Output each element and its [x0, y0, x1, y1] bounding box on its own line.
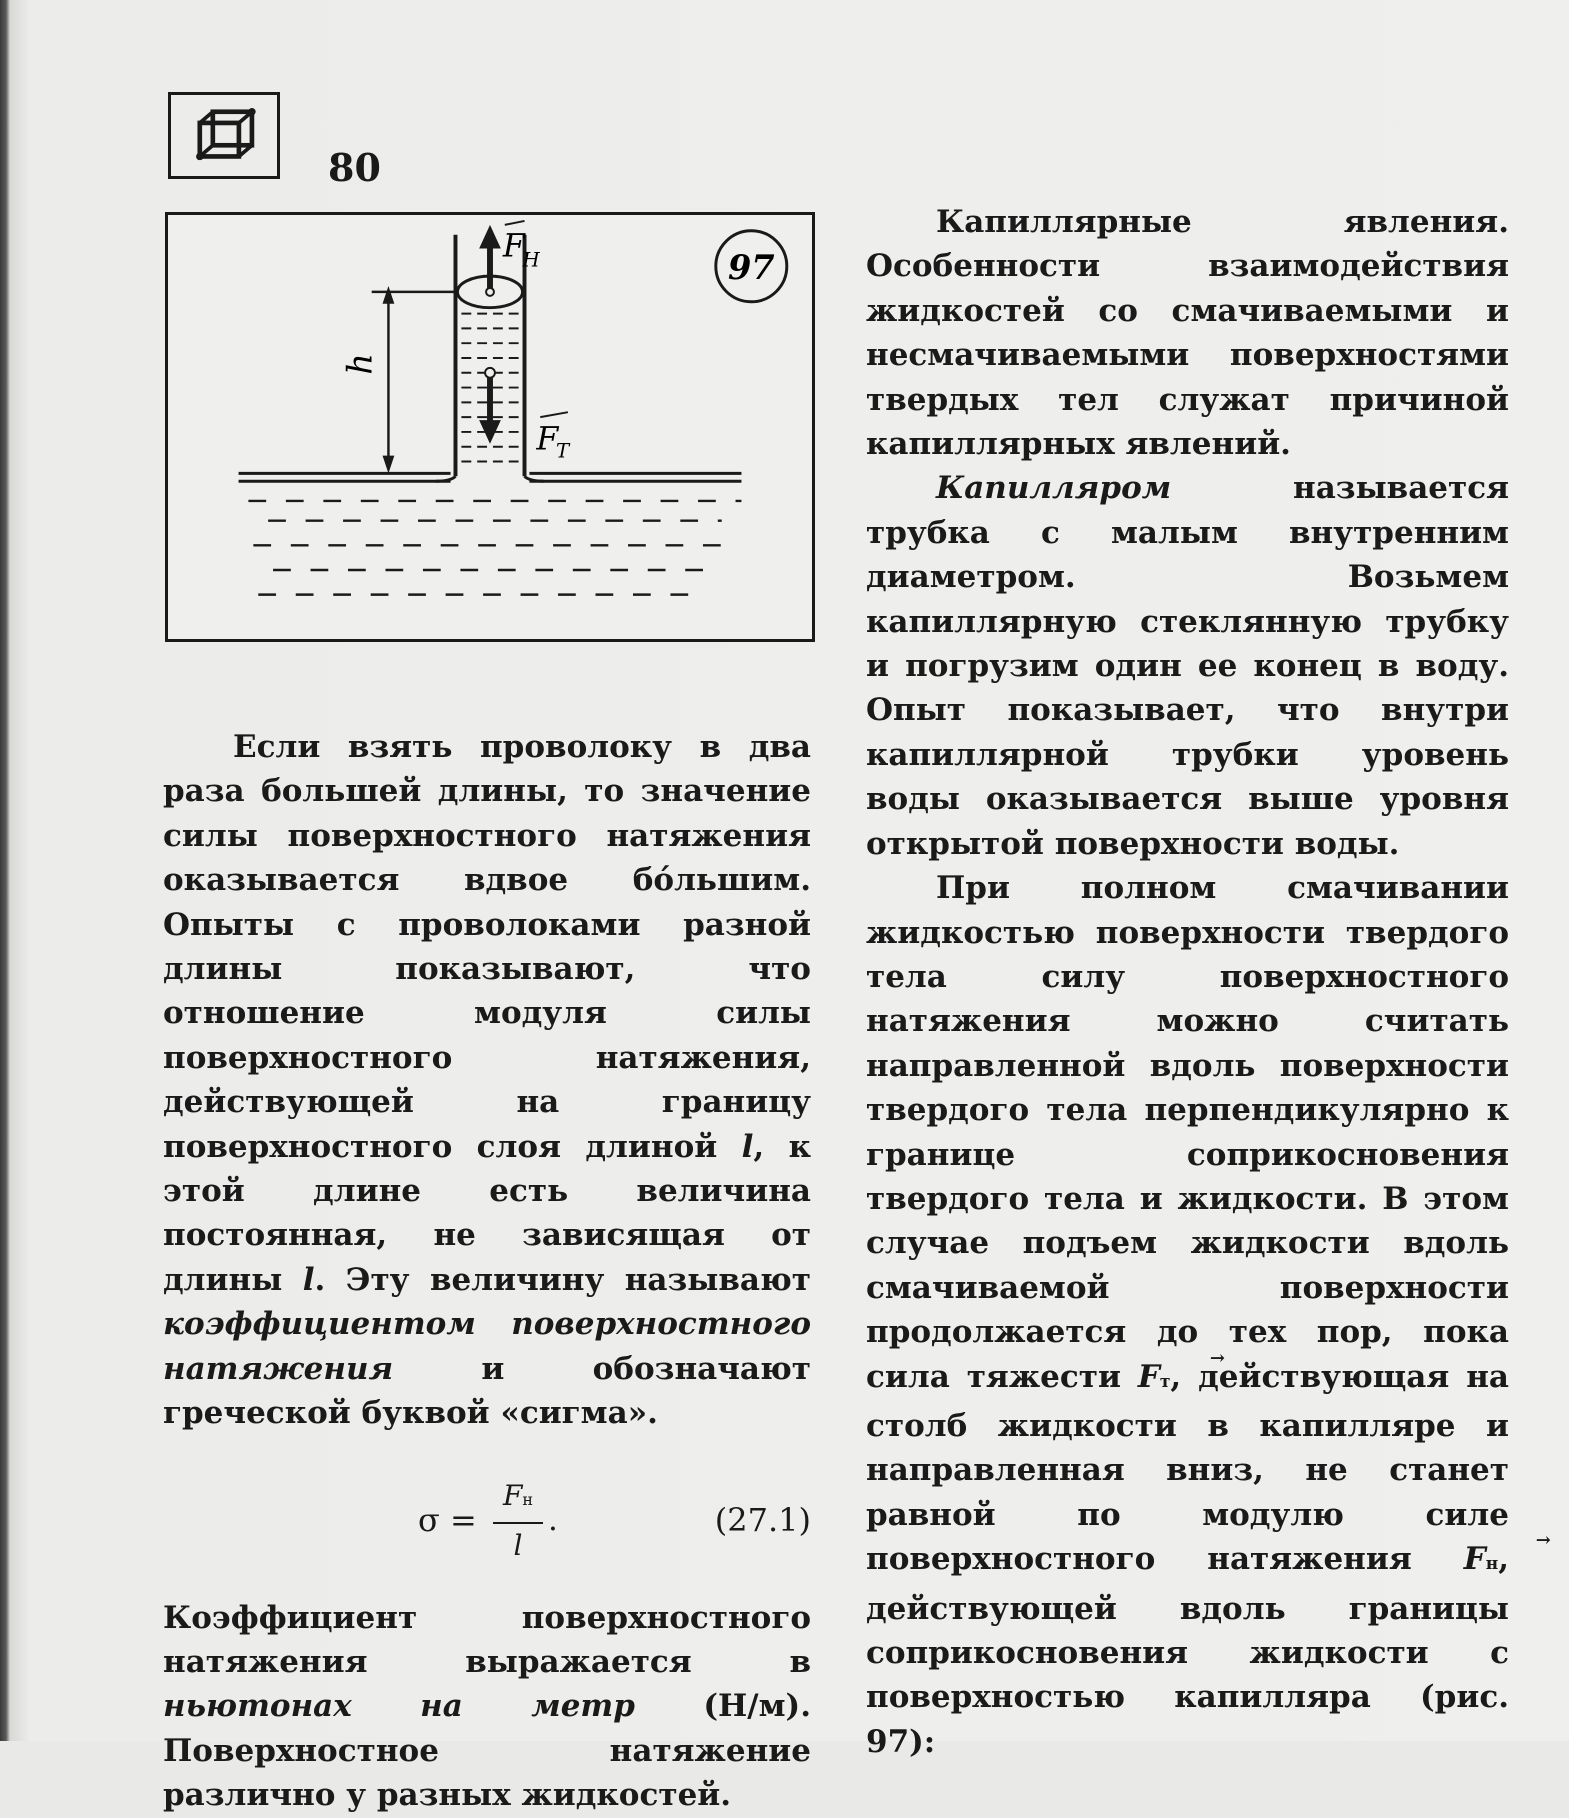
formula-fraction	[493, 1474, 543, 1569]
paragraph-wetting	[866, 866, 1509, 1764]
page-number: 80	[328, 145, 381, 190]
term-units: ньютонах на метр	[163, 1688, 635, 1725]
term-coefficient: коэффициентом поверхностного натяжения	[163, 1306, 811, 1387]
paragraph-units	[163, 1596, 811, 1818]
formula-numerator	[493, 1474, 543, 1524]
vector-tension-sub: н	[1485, 1554, 1499, 1575]
text-run: , действующей вдоль границы соприкосновения жидкости с поверхностью капилляра (рис. 97):	[866, 1541, 1509, 1760]
formula-27-1	[163, 1466, 811, 1576]
text-run: Коэффициент поверхностного натяжения выражается в	[163, 1599, 811, 1680]
vector-gravity: → F	[1138, 1359, 1160, 1395]
formula-num-sub: н	[522, 1489, 534, 1509]
capillary-diagram	[168, 215, 812, 639]
height-label: h	[340, 353, 380, 375]
cube-mark-icon	[168, 92, 280, 179]
variable-l: l	[302, 1261, 315, 1298]
paragraph-surface-tension	[163, 725, 811, 1436]
capillary-figure	[165, 212, 815, 642]
left-column	[163, 725, 811, 1818]
paragraph-capillary-definition	[866, 466, 1509, 866]
equation-number: (27.1)	[714, 1500, 811, 1539]
text-run: и обозначают греческой буквой «сигма».	[163, 1350, 811, 1432]
variable-l: l	[741, 1128, 754, 1165]
text-run: Особенности взаимодействия жидкостей со смачиваемыми и несмачиваемыми поверхностями твердых тел служат причиной капиллярных явлений.	[866, 248, 1509, 463]
text-run: (Н/м). Поверхностное натяжение различно у разных жидкостей.	[163, 1688, 811, 1814]
text-run: , действующая на столб жидкости в капилляре и направленная вниз, не станет равной по модулю силе поверхностного натяжения	[866, 1358, 1509, 1578]
force-up-label: F	[502, 228, 525, 265]
text-run: . Эту величину называют	[314, 1261, 812, 1298]
vector-gravity-sub: т	[1159, 1371, 1171, 1392]
formula-denominator: l	[513, 1528, 523, 1562]
vector-tension: → F	[1464, 1541, 1486, 1577]
formula-num-symbol: F	[502, 1478, 523, 1512]
text-run: , к этой длине есть величина постоянная, не зависящая от длины	[163, 1128, 811, 1298]
force-down-sub: Т	[556, 439, 570, 463]
text-run: При полном смачивании жидкостью поверхности твердого тела силу поверхностного натяжения можно считать направленной вдоль поверхности твердого тела перпендикулярно к границе соприкосновения твердого тела и жидкости. В этом случае подъем жидкости вдоль смачиваемой поверхности продолжается до тех пор, пока сила тяжести	[866, 870, 1509, 1395]
text-run: называется трубка с малым внутренним диаметром. Возьмем капиллярную стеклянную трубку и погрузим один ее конец в воду. Опыт показывает, что внутри капиллярной трубки уровень воды оказывается выше уровня открытой поверхности воды.	[866, 470, 1509, 862]
term-capillary: Капилляром	[936, 470, 1172, 507]
formula-dot: .	[548, 1501, 558, 1538]
paragraph-capillary-phenomena	[866, 200, 1509, 466]
section-heading: Капиллярные явления.	[936, 204, 1509, 240]
formula-lhs: σ =	[418, 1500, 477, 1539]
figure-number: 97	[727, 248, 775, 288]
text-run: Если взять проволоку в два раза большей длины, то значение силы поверхностного натяжения оказывается вдвое бо́льшим. Опыты с проволоками разной длины показывают, что отношение модуля силы поверхностного натяжения, действующей на границу поверхностного слоя длиной	[163, 729, 811, 1165]
force-down-label: F	[536, 421, 559, 458]
right-column	[866, 200, 1509, 1764]
force-up-sub: Н	[522, 248, 540, 272]
